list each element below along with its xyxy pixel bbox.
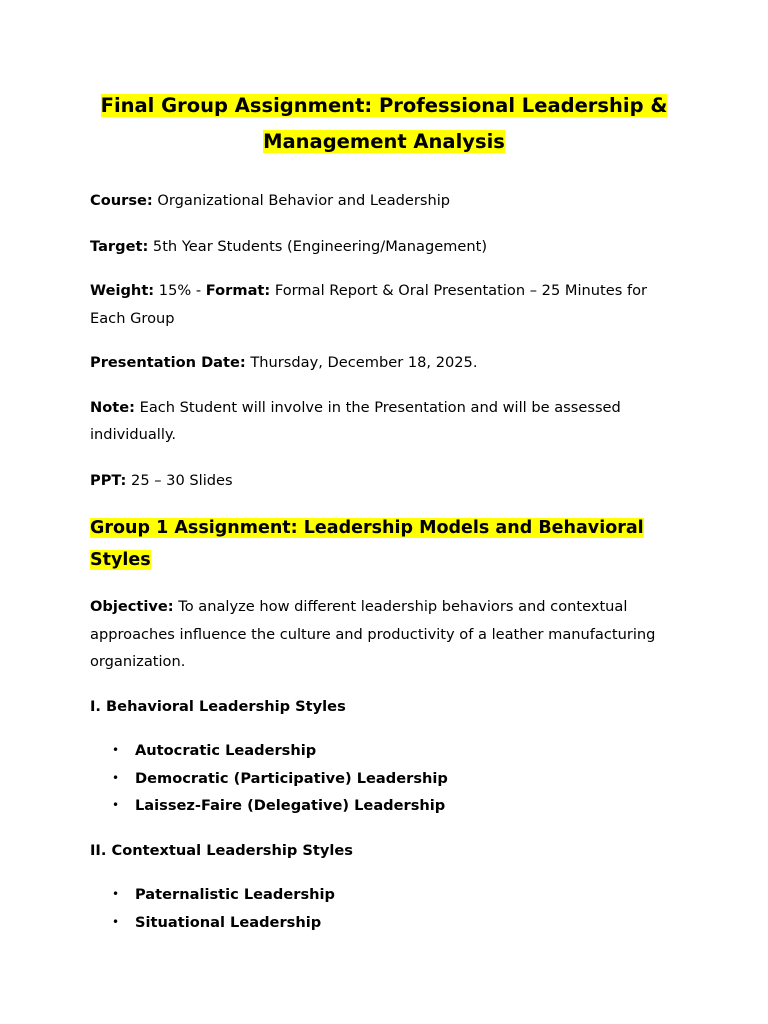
list-item-text: Paternalistic Leadership [135, 886, 335, 903]
list-item-text: Democratic (Participative) Leadership [135, 769, 448, 787]
note-label: Note: [90, 398, 135, 416]
bullet-icon: • [112, 770, 120, 785]
ppt-value: 25 – 30 Slides [131, 471, 233, 489]
course-line [90, 187, 678, 215]
list-item [90, 737, 678, 765]
group1-heading [90, 512, 678, 576]
list-item-text: Situational Leadership [135, 913, 322, 931]
weight-value: 15% - [158, 282, 206, 299]
format-value: Formal Report & Oral Presentation – 25 Minutes for Each Group [90, 282, 648, 327]
list-item-text: Laissez-Faire (Delegative) Leadership [135, 797, 446, 814]
bullet-icon: • [112, 798, 120, 812]
document-title [90, 88, 678, 160]
weight-label: Weight: [90, 282, 155, 299]
section-heading-behavioral: I. Behavioral Leadership Styles [90, 697, 346, 715]
document-title-text: Final Group Assignment: Professional Leadership & Management Analysis [100, 94, 668, 153]
section-heading-contextual: II. Contextual Leadership Styles [90, 841, 353, 859]
presentation-date-label: Presentation Date: [90, 354, 246, 371]
course-value: Organizational Behavior and Leadership [157, 192, 451, 209]
format-label: Format: [205, 282, 271, 299]
list-item [90, 881, 678, 909]
note-line [90, 394, 678, 449]
behavioral-styles-list [90, 737, 678, 820]
note-value: Each Student will involve in the Presentation and will be assessed individually. [90, 398, 621, 443]
ppt-line [90, 467, 678, 495]
target-line [90, 233, 678, 261]
target-label: Target: [90, 237, 149, 255]
ppt-label: PPT: [90, 471, 127, 489]
target-value: 5th Year Students (Engineering/Management) [152, 237, 488, 255]
list-item [90, 765, 678, 793]
list-item [90, 792, 678, 820]
objective-value: To analyze how different leadership behaviors and contextual approaches influence the culture and productivity of a leather manufacturing organization. [90, 598, 656, 670]
list-item-text: Autocratic Leadership [135, 742, 317, 759]
bullet-icon: • [112, 914, 120, 929]
objective-line [90, 593, 678, 676]
contextual-styles-list [90, 881, 678, 936]
bullet-icon: • [112, 743, 120, 757]
list-item [90, 909, 678, 937]
course-label: Course: [90, 192, 153, 209]
presentation-date-line [90, 349, 678, 377]
presentation-date-value: Thursday, December 18, 2025. [250, 354, 478, 371]
weight-format-line [90, 277, 678, 332]
document-page [90, 88, 678, 936]
bullet-icon: • [112, 887, 120, 901]
objective-label: Objective: [90, 598, 174, 615]
group1-heading-text: Group 1 Assignment: Leadership Models and Behavioral Styles [90, 518, 644, 570]
